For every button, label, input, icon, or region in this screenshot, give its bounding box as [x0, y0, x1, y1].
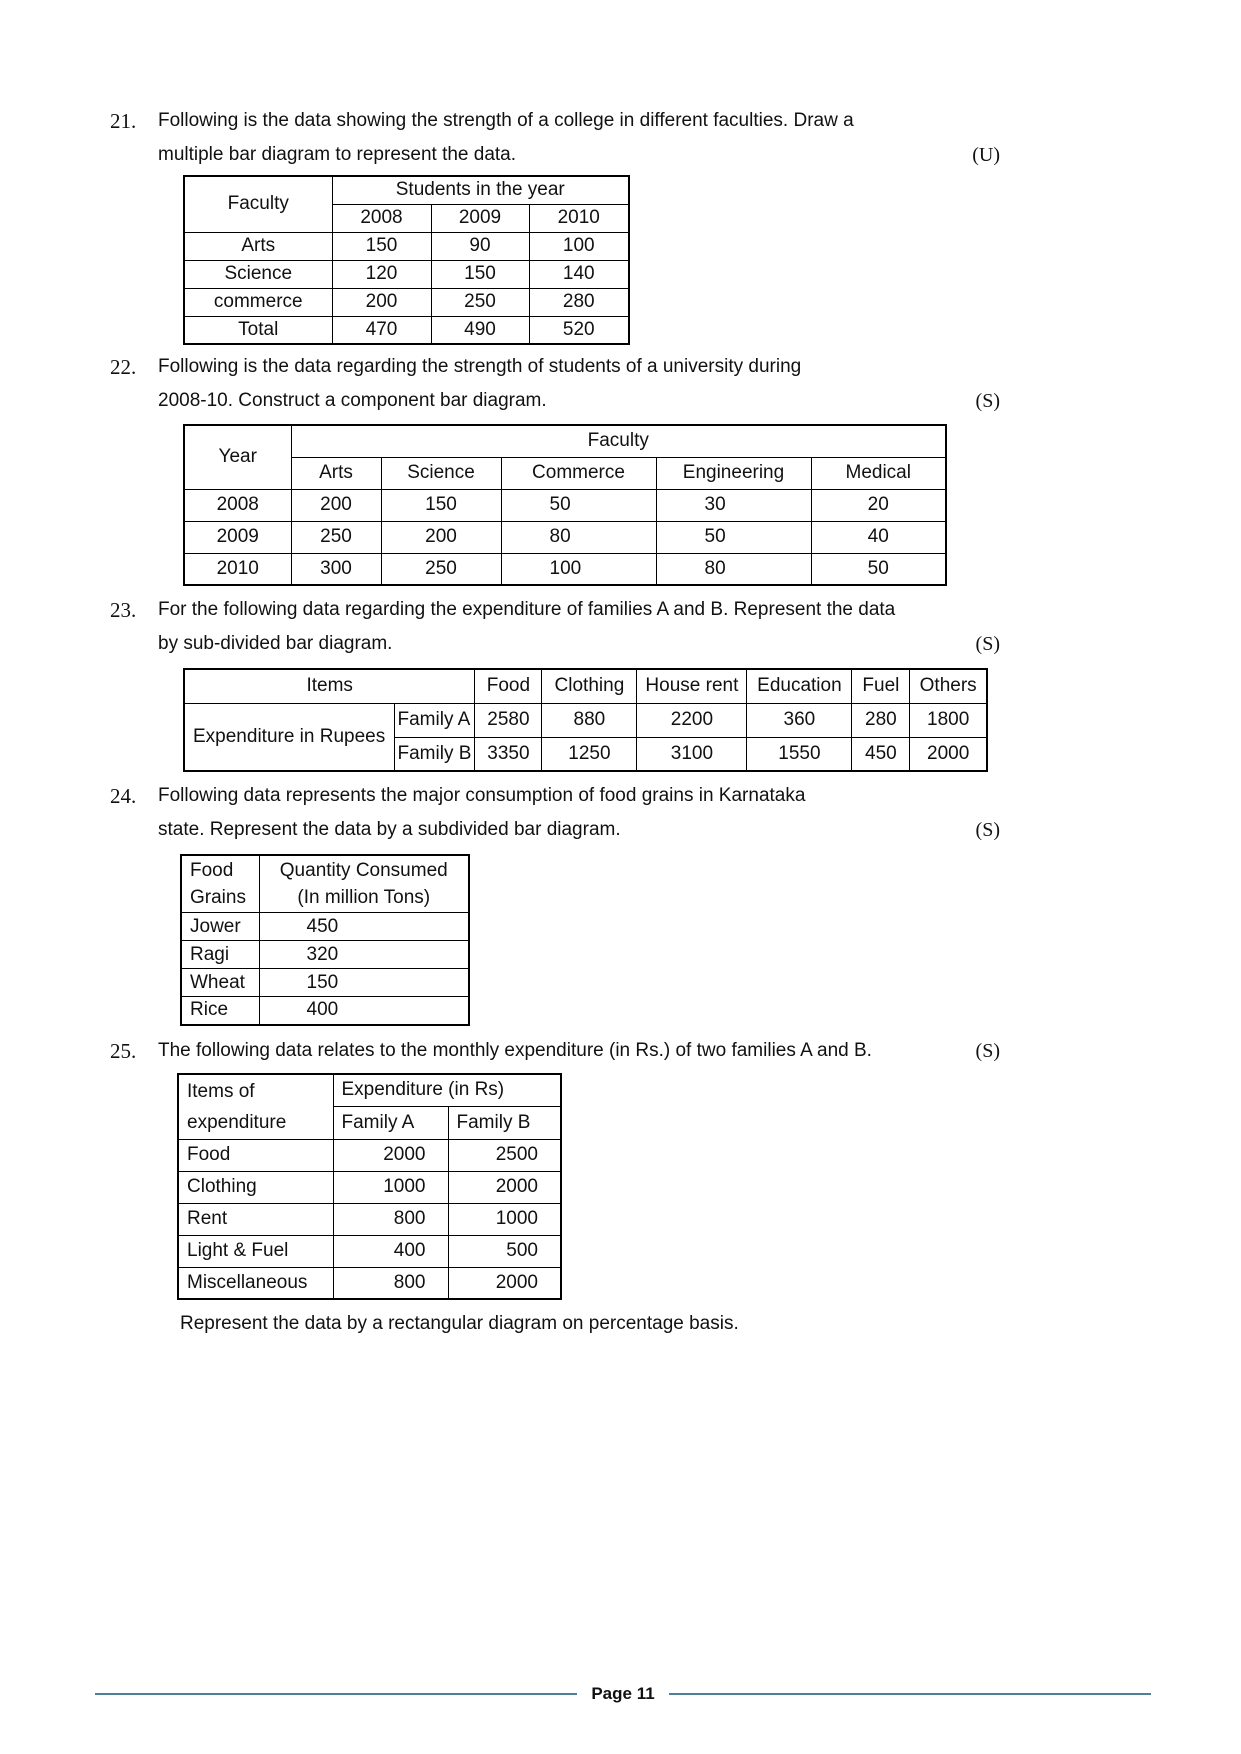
- table-header-row: [184, 176, 629, 204]
- table-cell: 400: [259, 997, 469, 1025]
- table-cell: 450: [852, 737, 910, 771]
- table-cell: 800: [333, 1267, 448, 1299]
- food-grains-table: [180, 854, 470, 1026]
- table-header-row: [178, 1074, 561, 1107]
- question-number: 22.: [110, 355, 137, 379]
- table-cell: 800: [333, 1203, 448, 1235]
- table-cell: 1000: [333, 1171, 448, 1203]
- row-label: Light & Fuel: [178, 1235, 333, 1267]
- row-label: Family A: [394, 703, 475, 737]
- question-line: [158, 627, 1000, 661]
- table-cell: 1250: [542, 737, 637, 771]
- table-row: [178, 1171, 561, 1203]
- table-cell: 1800: [910, 703, 987, 737]
- table-cell: 3350: [475, 737, 542, 771]
- row-label: Expenditure in Rupees: [184, 703, 394, 771]
- table-cell: 1000: [448, 1203, 561, 1235]
- column-header-line: (In million Tons): [297, 887, 431, 908]
- row-label: Arts: [184, 232, 332, 260]
- column-header: Family A: [333, 1106, 448, 1139]
- grade-marker: (S): [975, 390, 1000, 412]
- column-header: Engineering: [656, 457, 811, 489]
- table-cell: 520: [529, 316, 629, 344]
- table-row: [178, 1203, 561, 1235]
- university-strength-table: [183, 424, 947, 586]
- table-cell: 100: [501, 553, 656, 585]
- table-cell: 200: [381, 521, 501, 553]
- table-cell: 2000: [333, 1139, 448, 1171]
- table-cell: 490: [431, 316, 529, 344]
- column-header-line: Items of: [187, 1080, 255, 1102]
- table-cell: 140: [529, 260, 629, 288]
- table-cell: 880: [542, 703, 637, 737]
- footer-rule-right: [669, 1693, 1151, 1695]
- column-header: Faculty: [291, 425, 946, 457]
- column-header: Education: [747, 669, 852, 703]
- question-25: [110, 1034, 1000, 1068]
- row-label: 2010: [184, 553, 291, 585]
- table-cell: 80: [656, 553, 811, 585]
- table-cell: 360: [747, 703, 852, 737]
- table-cell: 150: [259, 969, 469, 997]
- table-cell: 2000: [448, 1267, 561, 1299]
- table-header-row: [184, 425, 946, 457]
- column-header: Science: [381, 457, 501, 489]
- column-header-line: expenditure: [187, 1111, 287, 1133]
- question-22: [110, 350, 1000, 418]
- question-21: [110, 104, 1000, 172]
- column-header-line: Food: [190, 860, 234, 881]
- row-label: Rent: [178, 1203, 333, 1235]
- table-cell: 500: [448, 1235, 561, 1267]
- column-header: 2009: [431, 204, 529, 232]
- table-row: [184, 260, 629, 288]
- column-header: Year: [184, 425, 291, 489]
- table-row: [181, 969, 469, 997]
- question-line: [158, 138, 1000, 172]
- table-cell: 2000: [910, 737, 987, 771]
- table-row: [181, 941, 469, 969]
- table-cell: 280: [529, 288, 629, 316]
- table-cell: 30: [656, 489, 811, 521]
- table-row: [184, 489, 946, 521]
- table-cell: 300: [291, 553, 381, 585]
- question-body: [158, 104, 1000, 172]
- row-label: Jower: [181, 913, 259, 941]
- question-23: [110, 593, 1000, 661]
- table-cell: 200: [291, 489, 381, 521]
- table-row: [184, 521, 946, 553]
- table-cell: 3100: [637, 737, 747, 771]
- table-cell: 20: [811, 489, 946, 521]
- table-cell: 150: [332, 232, 431, 260]
- column-header-line: Quantity Consumed: [279, 860, 448, 881]
- row-label: 2008: [184, 489, 291, 521]
- table-cell: 40: [811, 521, 946, 553]
- table-cell: 280: [852, 703, 910, 737]
- question-line: [158, 384, 1000, 418]
- column-header: Arts: [291, 457, 381, 489]
- table-row: [178, 1235, 561, 1267]
- question-line-text: by sub-divided bar diagram.: [158, 633, 393, 654]
- table-cell: 470: [332, 316, 431, 344]
- table-cell: 50: [811, 553, 946, 585]
- grade-marker: (S): [975, 633, 1000, 655]
- column-header: Clothing: [542, 669, 637, 703]
- monthly-expenditure-table: [177, 1073, 562, 1301]
- table-row: [178, 1139, 561, 1171]
- question-body: [158, 779, 1000, 847]
- table-row: [184, 232, 629, 260]
- table-row: [181, 913, 469, 941]
- question-line: Following is the data regarding the strength of students of a university during: [158, 356, 802, 377]
- question-line-text: state. Represent the data by a subdivided bar diagram.: [158, 819, 621, 840]
- table-cell: 250: [431, 288, 529, 316]
- table-cell: 250: [381, 553, 501, 585]
- row-label: Family B: [394, 737, 475, 771]
- column-header: [181, 855, 259, 913]
- row-label: Miscellaneous: [178, 1267, 333, 1299]
- row-label: Ragi: [181, 941, 259, 969]
- row-label: Rice: [181, 997, 259, 1025]
- table-cell: 2580: [475, 703, 542, 737]
- column-header: 2008: [332, 204, 431, 232]
- question-body: [158, 593, 1000, 661]
- column-header: Items: [184, 669, 475, 703]
- table-cell: 1550: [747, 737, 852, 771]
- row-label: Clothing: [178, 1171, 333, 1203]
- table-cell: 50: [656, 521, 811, 553]
- column-header: Medical: [811, 457, 946, 489]
- table-cell: 120: [332, 260, 431, 288]
- row-label: Total: [184, 316, 332, 344]
- row-label: Food: [178, 1139, 333, 1171]
- page-number: Page 11: [591, 1684, 655, 1703]
- column-header: Fuel: [852, 669, 910, 703]
- row-label: 2009: [184, 521, 291, 553]
- table-cell: 90: [431, 232, 529, 260]
- column-header: Faculty: [184, 176, 332, 232]
- table-row: [178, 1267, 561, 1299]
- table-row: [184, 288, 629, 316]
- question-body: [158, 350, 1000, 418]
- footer-rule-left: [95, 1693, 577, 1695]
- table-cell: 2500: [448, 1139, 561, 1171]
- table-row: [184, 553, 946, 585]
- question-number: 25.: [110, 1038, 137, 1063]
- table-row: [184, 316, 629, 344]
- row-label: commerce: [184, 288, 332, 316]
- column-header: Food: [475, 669, 542, 703]
- table-cell: 2200: [637, 703, 747, 737]
- column-header: Students in the year: [332, 176, 629, 204]
- table-cell: 200: [332, 288, 431, 316]
- question-line-text: multiple bar diagram to represent the data.: [158, 144, 517, 165]
- table-cell: 320: [259, 941, 469, 969]
- grade-marker: (S): [975, 819, 1000, 841]
- table-header-row: [184, 457, 946, 489]
- column-header: 2010: [529, 204, 629, 232]
- row-label: Science: [184, 260, 332, 288]
- column-header: Others: [910, 669, 987, 703]
- column-header-line: Grains: [190, 887, 246, 908]
- question-number: 21.: [110, 109, 137, 133]
- question-line: Following is the data showing the strength of a college in different faculties. Draw a: [158, 110, 854, 131]
- table-cell: 450: [259, 913, 469, 941]
- table-row: [184, 703, 987, 737]
- table-cell: 250: [291, 521, 381, 553]
- question-body: [158, 1034, 1000, 1068]
- faculty-strength-table: [183, 175, 630, 345]
- table-cell: 2000: [448, 1171, 561, 1203]
- row-label: Wheat: [181, 969, 259, 997]
- question-number: 23.: [110, 598, 137, 622]
- table-header-row: [181, 855, 469, 913]
- table-cell: 50: [501, 489, 656, 521]
- column-header: Family B: [448, 1106, 561, 1139]
- grade-marker: (U): [972, 144, 1000, 166]
- family-expenditure-table: [183, 668, 988, 772]
- question-line: Following data represents the major consumption of food grains in Karnataka: [158, 785, 806, 806]
- table-cell: 150: [381, 489, 501, 521]
- question-number: 24.: [110, 784, 137, 808]
- question-line: [158, 813, 1000, 847]
- question-line: [158, 1034, 1000, 1068]
- table-cell: 400: [333, 1235, 448, 1267]
- question-line-text: 2008-10. Construct a component bar diagram.: [158, 390, 547, 411]
- column-header: House rent: [637, 669, 747, 703]
- table-cell: 80: [501, 521, 656, 553]
- question-24: [110, 779, 1000, 847]
- question-line-text: The following data relates to the monthly expenditure (in Rs.) of two families A and B.: [158, 1039, 872, 1061]
- grade-marker: (S): [975, 1039, 1000, 1062]
- column-header: [178, 1074, 333, 1140]
- column-header: Expenditure (in Rs): [333, 1074, 561, 1107]
- question-line: For the following data regarding the expenditure of families A and B. Represent the data: [158, 599, 896, 620]
- table-row: [181, 997, 469, 1025]
- column-header: Commerce: [501, 457, 656, 489]
- question-25-note: Represent the data by a rectangular diagram on percentage basis.: [180, 1313, 739, 1334]
- table-cell: 150: [431, 260, 529, 288]
- table-header-row: [184, 669, 987, 703]
- column-header: [259, 855, 469, 913]
- table-cell: 100: [529, 232, 629, 260]
- page-footer: [95, 1684, 1151, 1704]
